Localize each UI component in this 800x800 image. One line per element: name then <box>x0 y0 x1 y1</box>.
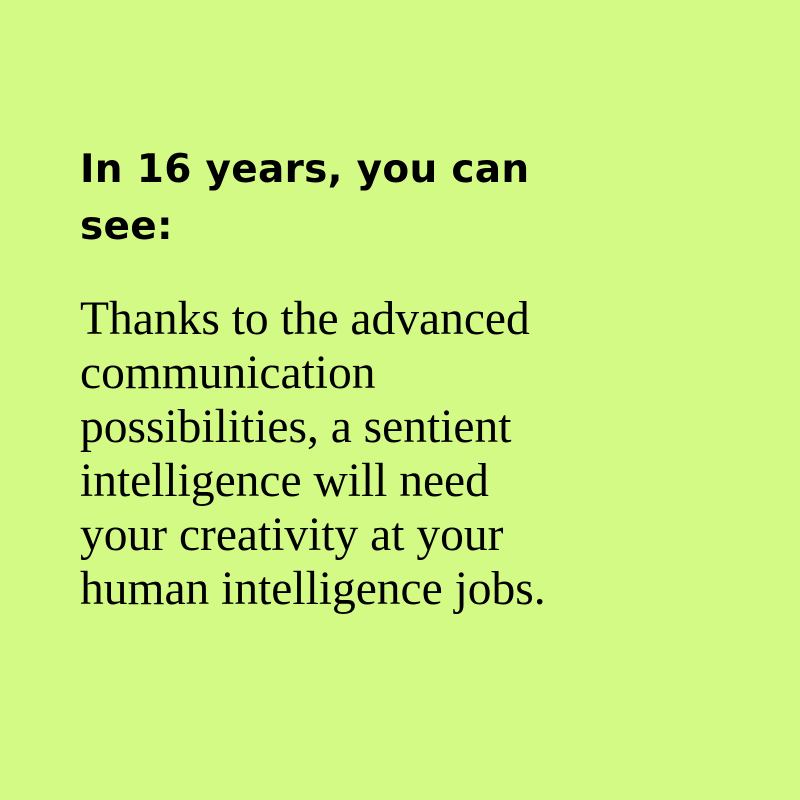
heading <box>80 141 640 255</box>
heading-line: In 16 years, you can <box>80 147 530 192</box>
body-line: Thanks to the advanced <box>80 293 530 345</box>
body-line: communication <box>80 347 376 399</box>
body-text <box>80 292 680 616</box>
heading-line: see: <box>80 204 173 249</box>
body-line: intelligence will need <box>80 455 489 507</box>
body-line: human intelligence jobs. <box>80 563 546 615</box>
body-line: your creativity at your <box>80 509 504 561</box>
body-line: possibilities, a sentient <box>80 401 512 453</box>
